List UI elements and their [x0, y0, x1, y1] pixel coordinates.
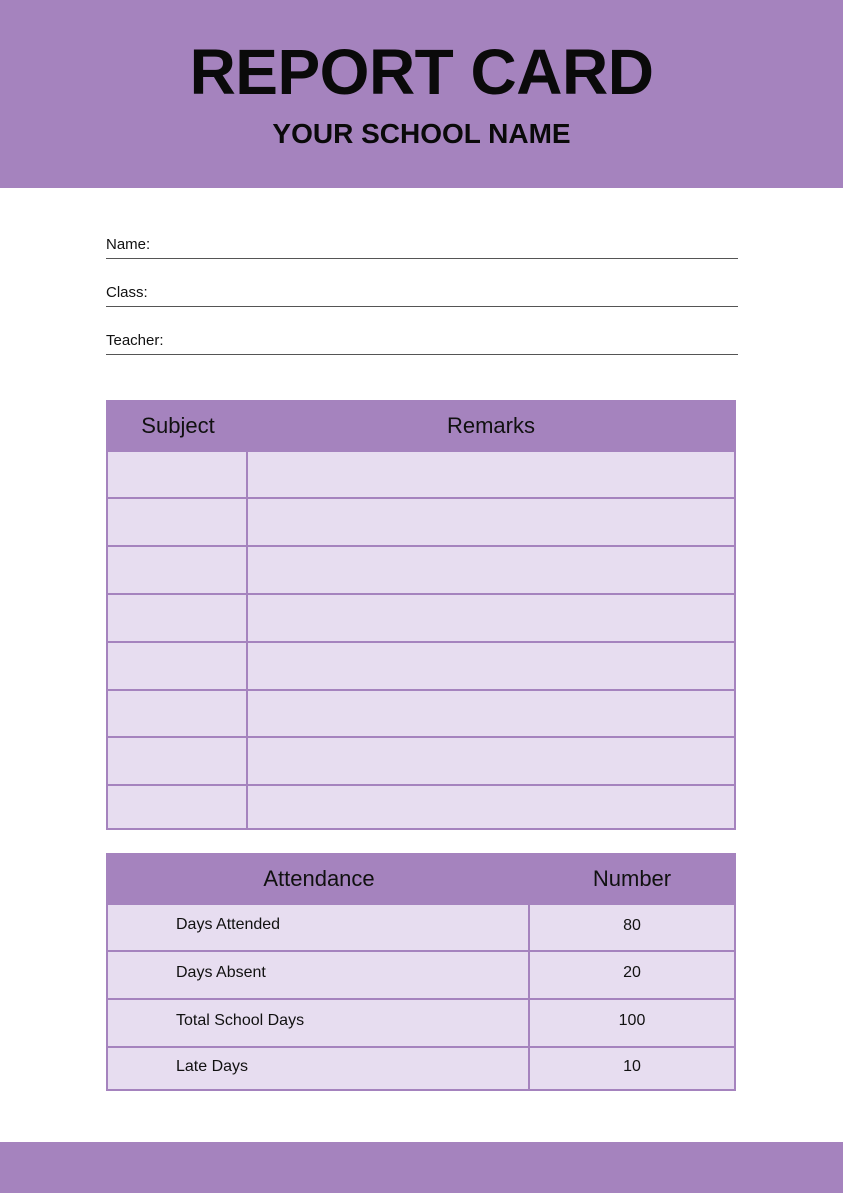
attendance-value: 100	[618, 1012, 646, 1029]
attendance-value: 20	[623, 964, 641, 981]
table-row	[108, 450, 734, 497]
remarks-cell[interactable]	[248, 452, 734, 497]
remarks-cell[interactable]	[248, 691, 734, 736]
table-row	[108, 736, 734, 784]
attendance-table-header	[108, 855, 734, 903]
attendance-table	[106, 853, 736, 1091]
table-row	[108, 545, 734, 593]
table-row	[108, 689, 734, 736]
footer-banner	[0, 1142, 843, 1193]
table-row	[108, 998, 734, 1046]
table-row	[108, 950, 734, 998]
subject-column-header: Subject	[141, 413, 215, 438]
remarks-cell[interactable]	[248, 643, 734, 689]
attendance-value: 10	[623, 1058, 641, 1075]
school-name: YOUR SCHOOL NAME	[272, 118, 571, 149]
subject-cell[interactable]	[108, 738, 246, 784]
table-row	[108, 593, 734, 641]
remarks-cell[interactable]	[248, 786, 734, 828]
attendance-column-header: Attendance	[263, 866, 375, 891]
attendance-label: Total School Days	[176, 1012, 305, 1029]
subjects-table-header	[108, 402, 734, 450]
page-title: REPORT CARD	[189, 36, 654, 108]
class-field[interactable]	[106, 284, 738, 307]
remarks-cell[interactable]	[248, 499, 734, 545]
subject-cell[interactable]	[108, 499, 246, 545]
table-row	[108, 1046, 734, 1089]
subject-cell[interactable]	[108, 691, 246, 736]
remarks-cell[interactable]	[248, 738, 734, 784]
header-banner	[0, 0, 843, 188]
subject-cell[interactable]	[108, 643, 246, 689]
table-row	[108, 784, 734, 828]
remarks-column-header: Remarks	[446, 413, 535, 438]
class-label: Class:	[106, 284, 148, 301]
number-column-header: Number	[592, 866, 672, 891]
table-row	[108, 497, 734, 545]
attendance-value: 80	[623, 917, 641, 934]
table-row	[108, 903, 734, 950]
teacher-field[interactable]	[106, 332, 738, 355]
subject-cell[interactable]	[108, 547, 246, 593]
attendance-label: Days Attended	[176, 916, 281, 933]
name-field[interactable]	[106, 236, 738, 259]
remarks-cell[interactable]	[248, 595, 734, 641]
subject-cell[interactable]	[108, 452, 246, 497]
table-row	[108, 641, 734, 689]
teacher-label: Teacher:	[106, 332, 164, 349]
subjects-table	[106, 400, 736, 830]
remarks-cell[interactable]	[248, 547, 734, 593]
subject-cell[interactable]	[108, 786, 246, 828]
attendance-label: Late Days	[176, 1058, 249, 1075]
subject-cell[interactable]	[108, 595, 246, 641]
name-label: Name:	[106, 236, 151, 253]
attendance-label: Days Absent	[176, 964, 266, 981]
